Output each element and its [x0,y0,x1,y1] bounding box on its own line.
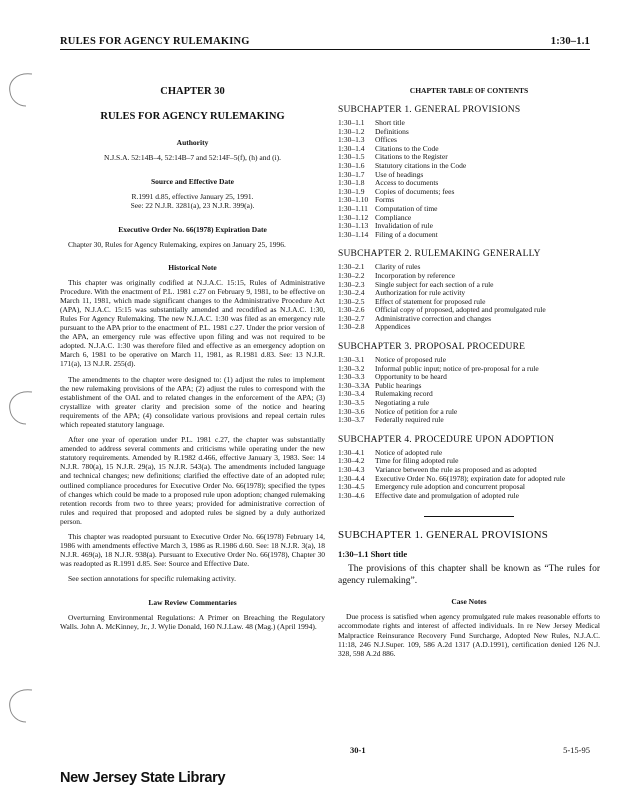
toc-entry-number: 1:30–4.2 [338,456,365,466]
toc-entry-title: Copies of documents; fees [375,186,455,196]
toc-entry-title: Federally required rule [375,415,444,425]
toc-entry-number: 1:30–2.6 [338,305,365,315]
toc-entry-title: Use of headings [375,169,424,179]
page-number: 30-1 [350,745,366,755]
toc-entry-title: Negotiating a rule [375,398,430,408]
toc-entry-title: Opportunity to be heard [375,372,447,382]
toc-entry-number: 1:30–1.2 [338,126,365,136]
toc-entry-number: 1:30–2.8 [338,322,365,332]
toc-entry-number: 1:30–1.3 [338,135,365,145]
source-line-2: See: 22 N.J.R. 3281(a), 23 N.J.R. 399(a). [130,201,255,210]
toc-subchapter-heading: SUBCHAPTER 2. RULEMAKING GENERALLY [338,249,541,260]
toc-entry-number: 1:30–2.3 [338,279,365,289]
toc-entry-number: 1:30–4.1 [338,447,365,457]
chapter-title: RULES FOR AGENCY RULEMAKING [100,111,285,122]
toc-entry-number: 1:30–3.7 [338,415,365,425]
toc-list [338,263,600,332]
toc-entry-number: 1:30–3.2 [338,363,365,373]
toc-entry-number: 1:30–1.4 [338,143,365,153]
toc-entry-number: 1:30–1.6 [338,160,365,170]
section-heading: 1:30–1.1 Short title [338,549,408,560]
toc-entry-number: 1:30–1.1 [338,118,365,127]
binder-hole-icon [2,388,38,428]
toc-entry-title: Informal public input; notice of pre-proposal for a rule [375,363,539,373]
running-header [60,34,590,50]
toc-entry-number: 1:30–2.4 [338,288,365,298]
supplement-date: 5-15-95 [563,745,590,755]
historical-note-heading: Historical Note [168,262,217,272]
toc-entry-title: Administrative correction and changes [375,313,492,323]
toc-entry-number: 1:30–1.10 [338,195,369,205]
toc-entry-title: Authorization for rule activity [375,288,466,298]
toc-entry-number: 1:30–2.7 [338,313,365,323]
toc-entry-title: Statutory citations in the Code [375,160,467,170]
toc-entry-number: 1:30–1.13 [338,221,369,231]
toc-entry [338,416,600,425]
toc-entry-title: Emergency rule adoption and concurrent proposal [375,482,526,492]
body-subchapter-heading: SUBCHAPTER 1. GENERAL PROVISIONS [338,529,549,542]
toc-entry-title: Invalidation of rule [375,221,433,231]
toc-entry-title: Executive Order No. 66(1978); expiration date for adopted rule [375,473,566,483]
toc-title: CHAPTER TABLE OF CONTENTS [409,86,529,95]
toc-entry-number: 1:30–4.6 [338,490,365,500]
toc-entry-number: 1:30–3.6 [338,406,365,416]
historical-note-para: After one year of operation under P.L. 1981 c.27, the chapter was substantially amended to address several comments and criticisms while operating under the new statutory requirements. Amended by R.1982 d.466, effective January 3, 1983. See: 14 N.J.R. 780(a), 15 N.J.R. 29(a), 15 N.J.R. 543(a). The amendments included language and technical changes; new definitions; clarified the effective date of an adopted rule; outlined compliance procedures for Executive Order No. 66(1978); specified the types of changes which could be made to a proposed rule upon adoption; changed rulemaking retention records from two to three years; provided for administrative correction of rules and required that proposed and adopted rules be signed by a duly authorized person. [60,435,325,526]
toc-entry-title: Appendices [375,322,411,332]
toc-entry-title: Notice of petition for a rule [375,406,458,416]
binder-hole-icon [2,686,38,726]
toc-list [338,449,600,501]
toc-entry-number: 1:30–3.4 [338,389,365,399]
toc-subchapter-heading: SUBCHAPTER 3. PROPOSAL PROCEDURE [338,342,526,353]
left-column [60,80,325,631]
toc-entry-number: 1:30–1.7 [338,169,365,179]
toc-entry-number: 1:30–1.11 [338,203,368,213]
law-review-heading: Law Review Commentaries [148,597,237,607]
running-header-title: RULES FOR AGENCY RULEMAKING [60,36,250,47]
toc-entry-number: 1:30–1.9 [338,186,365,196]
authority-heading: Authority [176,138,209,147]
historical-note-para: The amendments to the chapter were designed to: (1) adjust the rules to implement the new rulemaking provisions of the APA; (2) adjust the rules to correspond with the establishment of the OAL and to related changes in the enforcement of the APA; (3) crystallize with greater clarity and precision some of the notice and hearing requirements of the APA; (4) consolidate various provisions and repeal certain rules which repeated statutory language. [60,374,325,429]
source-heading: Source and Effective Date [151,176,234,186]
toc-subchapter-heading: SUBCHAPTER 4. PROCEDURE UPON ADOPTION [338,434,555,445]
toc-entry-title: Notice of proposed rule [375,355,447,365]
binder-hole-icon [2,70,38,110]
toc-entry-title: Variance between the rule as proposed and as adopted [375,465,537,474]
toc-entry-title: Incorporation by reference [375,270,455,280]
toc-entry-title: Citations to the Register [375,152,448,162]
toc-entry-title: Definitions [375,126,409,136]
toc-entry-number: 1:30–2.1 [338,262,365,272]
toc-entry-title: Filing of a document [375,229,438,239]
authority-text: N.J.S.A. 52:14B–4, 52:14B–7 and 52:14F–5(f), (h) and (i). [103,153,282,162]
toc-entry-number: 1:30–1.8 [338,178,365,188]
toc-entry-title: Notice of adopted rule [375,447,443,457]
toc-entry [338,323,600,332]
toc-entry-title: Single subject for each section of a rule [375,279,494,289]
toc-entry-title: Access to documents [375,178,439,188]
toc-entry-title: Compliance [375,212,412,222]
exec-order-heading: Executive Order No. 66(1978) Expiration Date [118,224,267,234]
toc-entry-title: Public hearings [375,380,422,390]
toc-entry-number: 1:30–4.4 [338,473,365,483]
toc-list [338,119,600,239]
toc-entry-title: Computation of time [375,203,438,213]
toc-list [338,356,600,425]
source-line-1: R.1991 d.85, effective January 25, 1991. [131,191,254,201]
toc-entry-title: Time for filing adopted rule [375,456,459,466]
toc-entry-title: Clarity of rules [375,262,421,272]
running-header-section: 1:30–1.1 [550,36,590,47]
toc-entry [338,492,600,501]
case-notes-text: Due process is satisfied when agency promulgated rule makes reasonable efforts to accommodate rights and interest of affected individuals. In re New Jersey Medical Malpractice Reinsurance Recovery Fund Surcharge, Adopted New Rules, N.J.A.C. 11:18, 246 N.J.Super. 109, 586 A.2d 1317 (A.D.1991), certification denied 126 N.J. 328, 598 A.2d 886. [338,612,600,658]
toc-entry-title: Forms [375,195,395,205]
toc-entry-title: Rulemaking record [375,389,433,399]
historical-note-para: This chapter was originally codified at N.J.A.C. 15:15, Rules of Administrative Procedure. With the enactment of P.L. 1981 c.27 on February 9, 1981, to be effective on March 11, 1981, which made significant changes to the Administrative Procedure Act (APA), N.J.A.C. 15:15 was substantially amended and recodified as N.J.A.C. 1:30, Rules For Agency Rulemaking. The new N.J.A.C. 1:30 was filed as an emergency rule pursuant to the APA prior to the enactment of P.L. 1981 c.27. Under the prior version of the APA, an emergency rule was effective upon filing and was not required to be adopted. N.J.A.C. 1:30 was therefore filed and effective as an emergency adoption on March 6, 1981 to be operative on March 11, 1981, as R.1981 d.83. See: 13 N.J.R. 171(a), 13 N.J.R. 255(d). [60,277,325,369]
toc-entry-title: Official copy of proposed, adopted and promulgated rule [375,305,546,315]
toc-entry-number: 1:30–3.1 [338,355,365,365]
toc-entry [338,231,600,240]
case-notes-heading: Case Notes [451,597,487,607]
toc-entry-number: 1:30–1.14 [338,229,369,239]
historical-note-para: This chapter was readopted pursuant to Executive Order No. 66(1978) February 14, 1986 with amendments effective March 3, 1986 as R.1986 d.60. See: 18 N.J.R. 3(a), 18 N.J.R. 469(a), 18 N.J.R. 938(a). Pursuant to Executive Order No. 66(1978), Chapter 30 was readopted as R.1991 d.85. See: Source and Effective Date. [60,532,325,569]
toc-entry-title: Citations to the Code [375,143,439,153]
toc-entry-title: Effect of statement for proposed rule [375,296,486,306]
section-divider [424,516,514,517]
exec-order-text: Chapter 30, Rules for Agency Rulemaking, expires on January 25, 1996. [68,239,286,249]
toc-entry-number: 1:30–4.3 [338,465,365,474]
toc-entry-title: Effective date and promulgation of adopted rule [375,490,519,500]
law-review-text: Overturning Environmental Regulations: A Primer on Breaching the Regulatory Walls. John A. McKinney, Jr., J. Wylie Donald, 160 N.J.Law. 48 (Mag.) (April 1994). [60,612,325,631]
right-column [338,80,600,658]
toc-entry-number: 1:30–4.5 [338,482,365,492]
chapter-number: CHAPTER 30 [160,86,225,97]
library-stamp: New Jersey State Library [60,770,226,786]
toc-entry-number: 1:30–1.5 [338,152,365,162]
toc-entry-title: Offices [375,135,397,145]
toc-entry-number: 1:30–3.3 [338,372,365,382]
toc-entry-number: 1:30–2.2 [338,270,365,280]
historical-note-para: See section annotations for specific rulemaking activity. [68,574,237,584]
toc-entry-number: 1:30–3.3A [338,380,370,390]
toc-subchapter-heading: SUBCHAPTER 1. GENERAL PROVISIONS [338,105,521,115]
toc-entry-title: Short title [375,118,405,127]
toc-entry-number: 1:30–1.12 [338,212,369,222]
toc-entry-number: 1:30–3.5 [338,398,365,408]
toc-entry-number: 1:30–2.5 [338,296,365,306]
section-text: The provisions of this chapter shall be known as “The rules for agency rulemaking”. [338,564,600,587]
table-of-contents [338,105,600,500]
